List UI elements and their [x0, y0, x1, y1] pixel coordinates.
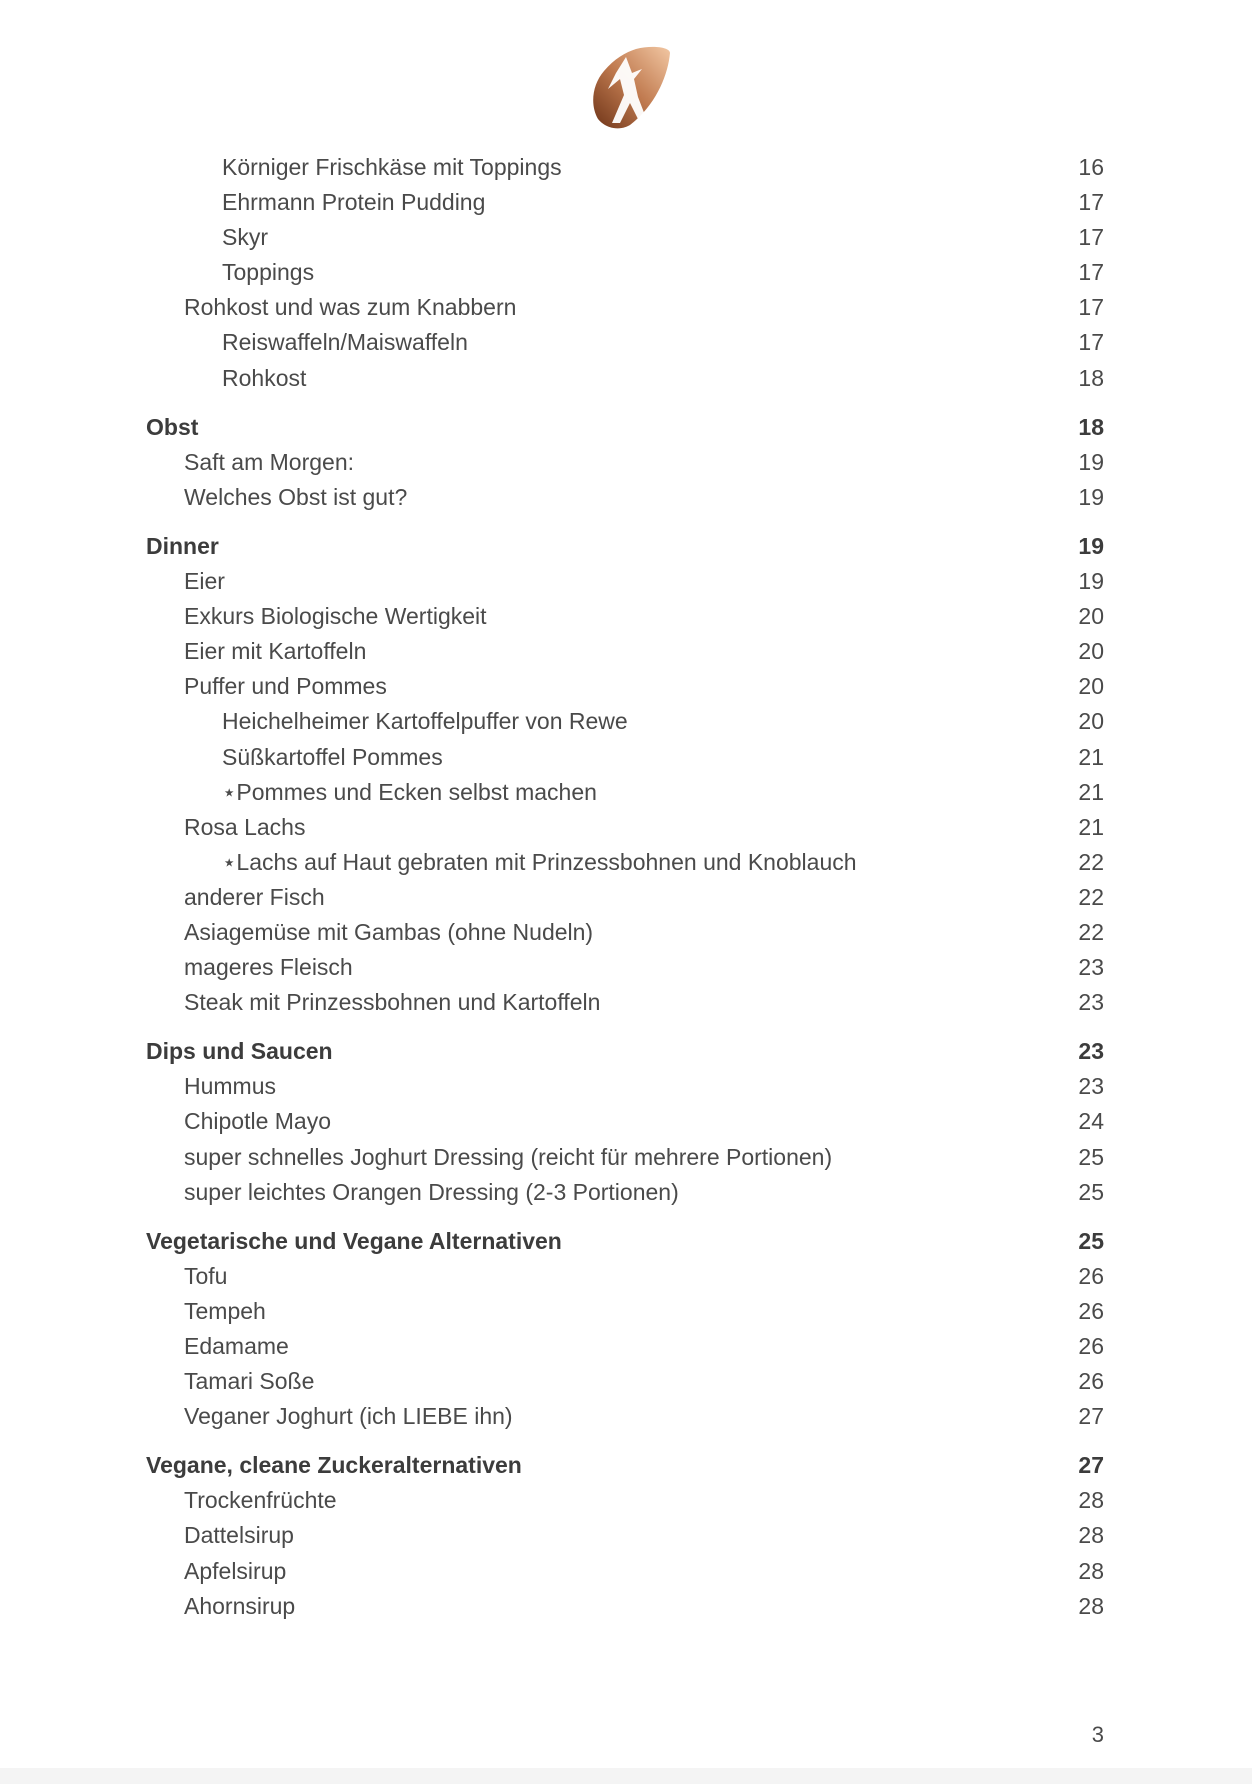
toc-entry[interactable] — [146, 150, 1104, 185]
toc-entry[interactable] — [146, 185, 1104, 220]
toc-entry-title: Veganer Joghurt (ich LIEBE ihn) — [184, 1403, 513, 1430]
toc-entry[interactable] — [146, 290, 1104, 325]
toc-entry[interactable] — [146, 1364, 1104, 1399]
toc-entry-page: 23 — [1078, 989, 1104, 1016]
toc-entry-page: 16 — [1078, 154, 1104, 180]
toc-entry-title: Reiswaffeln/Maiswaffeln — [222, 329, 468, 356]
toc-entry-title: Heichelheimer Kartoffelpuffer von Rewe — [222, 708, 628, 735]
toc-entry-page: 21 — [1078, 778, 1104, 805]
toc-entry[interactable] — [146, 361, 1104, 396]
toc-entry-title: Hummus — [184, 1073, 277, 1100]
toc-entry-title: anderer Fisch — [184, 883, 325, 910]
toc-entry[interactable] — [146, 1589, 1104, 1624]
toc-entry-page: 27 — [1078, 1403, 1104, 1430]
toc-entry[interactable] — [146, 480, 1104, 515]
toc-entry-page: 25 — [1078, 1143, 1104, 1170]
toc-entry-title: Rohkost und was zum Knabbern — [184, 294, 517, 321]
toc-entry-title: Rohkost — [222, 364, 307, 391]
toc-entry[interactable] — [146, 220, 1104, 255]
toc-entry[interactable] — [146, 1069, 1104, 1104]
toc-entry-title: Dinner — [146, 532, 219, 559]
toc-entry-title: Skyr — [222, 224, 268, 251]
toc-entry-page: 26 — [1078, 1368, 1104, 1395]
toc-entry-title: Vegane, cleane Zuckeralternativen — [146, 1452, 522, 1479]
toc-entry-title: Toppings — [222, 259, 315, 286]
toc-entry-page: 19 — [1078, 532, 1104, 559]
page-bottom-band — [0, 1768, 1252, 1784]
toc-entry-page: 18 — [1078, 364, 1104, 391]
toc-entry-title: Asiagemüse mit Gambas (ohne Nudeln) — [184, 918, 594, 945]
toc-entry[interactable] — [146, 634, 1104, 669]
toc-entry-title: ⋆Lachs auf Haut gebraten mit Prinzessbohnen und Knoblauch — [222, 848, 857, 875]
toc-entry-page: 19 — [1078, 448, 1104, 475]
toc-entry[interactable] — [146, 985, 1104, 1020]
toc-entry-title: Dattelsirup — [184, 1522, 294, 1549]
toc-entry-page: 25 — [1078, 1227, 1104, 1254]
toc-entry[interactable] — [146, 1399, 1104, 1434]
toc-entry-page: 21 — [1078, 813, 1104, 840]
toc-entry-title: Eier mit Kartoffeln — [184, 638, 367, 665]
toc-entry-page: 28 — [1078, 1487, 1104, 1514]
toc-entry-title: Obst — [146, 413, 199, 440]
toc-entry-page: 20 — [1078, 673, 1104, 700]
toc-entry-page: 26 — [1078, 1333, 1104, 1359]
toc-entry-title: super leichtes Orangen Dressing (2-3 Portionen) — [184, 1178, 679, 1205]
toc-entry-title: Puffer und Pommes — [184, 673, 387, 700]
toc-entry-title: Ehrmann Protein Pudding — [222, 189, 486, 216]
toc-entry-page: 17 — [1078, 224, 1104, 251]
toc-entry-page: 24 — [1078, 1108, 1104, 1135]
toc-entry[interactable] — [146, 1483, 1104, 1518]
toc-entry-title: Tofu — [184, 1262, 228, 1289]
toc-entry-page: 17 — [1078, 259, 1104, 286]
toc-entry[interactable] — [146, 880, 1104, 915]
toc-entry-title: Eier — [184, 568, 225, 595]
toc-entry[interactable] — [146, 255, 1104, 290]
page-number: 3 — [1091, 1722, 1104, 1747]
toc-entry-title: Rosa Lachs — [184, 813, 306, 840]
toc-entry-page: 20 — [1078, 638, 1104, 665]
toc-entry-title: Ahornsirup — [184, 1592, 296, 1619]
toc-entry-page: 17 — [1078, 329, 1104, 356]
toc-entry-title: mageres Fleisch — [184, 954, 353, 981]
toc-entry-page: 28 — [1078, 1557, 1104, 1584]
toc-entry-page: 22 — [1078, 883, 1104, 910]
toc-entry-page: 21 — [1078, 743, 1104, 770]
toc-entry[interactable] — [146, 1329, 1104, 1364]
toc-entry-page: 26 — [1078, 1262, 1104, 1289]
toc-entry[interactable] — [146, 775, 1104, 810]
toc-entry[interactable] — [146, 1140, 1104, 1175]
toc-entry-page: 23 — [1078, 1073, 1104, 1100]
toc-entry[interactable] — [146, 1554, 1104, 1589]
toc-entry-page: 22 — [1078, 918, 1104, 945]
toc-entry-page: 18 — [1078, 413, 1104, 440]
toc-entry-title: Tamari Soße — [184, 1368, 315, 1395]
toc-entry[interactable] — [146, 1448, 1104, 1483]
toc-entry-title: Saft am Morgen: — [184, 448, 355, 475]
toc-entry-title: Süßkartoffel Pommes — [222, 743, 443, 770]
toc-entry-title: Welches Obst ist gut? — [184, 483, 408, 510]
toc-entry-page: 25 — [1078, 1178, 1104, 1205]
toc-entry-page: 27 — [1078, 1452, 1104, 1479]
toc-entry-title: Tempeh — [184, 1297, 266, 1324]
toc-entry[interactable] — [146, 704, 1104, 739]
toc-entry-page: 28 — [1078, 1522, 1104, 1549]
toc-entry-page: 17 — [1078, 294, 1104, 321]
toc-entry-page: 19 — [1078, 568, 1104, 595]
toc-entry-page: 19 — [1078, 483, 1104, 510]
toc-entry[interactable] — [146, 1259, 1104, 1294]
toc-entry-page: 23 — [1078, 954, 1104, 981]
toc-entry-title: super schnelles Joghurt Dressing (reicht für mehrere Portionen) — [184, 1143, 833, 1170]
toc-entry-title: Exkurs Biologische Wertigkeit — [184, 603, 487, 630]
toc-entry-page: 28 — [1078, 1592, 1104, 1619]
toc-entry-page: 26 — [1078, 1297, 1104, 1324]
toc-entry-title: ⋆Pommes und Ecken selbst machen — [222, 778, 597, 805]
toc-entry[interactable] — [146, 1518, 1104, 1553]
toc-entry-title: Trockenfrüchte — [184, 1487, 337, 1514]
toc-entry[interactable] — [146, 669, 1104, 704]
toc-entry[interactable] — [146, 410, 1104, 445]
toc-entry[interactable] — [146, 950, 1104, 985]
toc-entry[interactable] — [146, 845, 1104, 880]
logo-icon — [586, 45, 672, 131]
toc-entry-title: Vegetarische und Vegane Alternativen — [146, 1227, 562, 1254]
toc-entry[interactable] — [146, 810, 1104, 845]
toc-entry[interactable] — [146, 740, 1104, 775]
toc-entry-title: Chipotle Mayo — [184, 1108, 332, 1135]
toc-entry[interactable] — [146, 1175, 1104, 1210]
toc-entry[interactable] — [146, 529, 1104, 564]
toc-entry-page: 23 — [1078, 1038, 1104, 1065]
toc-entry-title: Edamame — [184, 1333, 289, 1359]
toc-entry-title: Steak mit Prinzessbohnen und Kartoffeln — [184, 989, 601, 1016]
toc-entry-page: 20 — [1078, 603, 1104, 630]
table-of-contents — [146, 150, 1104, 1624]
toc-entry[interactable] — [146, 599, 1104, 634]
toc-entry-page: 22 — [1078, 848, 1104, 875]
toc-entry[interactable] — [146, 915, 1104, 950]
toc-entry-page: 17 — [1078, 189, 1104, 216]
toc-entry[interactable] — [146, 1294, 1104, 1329]
toc-entry-page: 20 — [1078, 708, 1104, 735]
toc-entry[interactable] — [146, 1104, 1104, 1139]
toc-entry[interactable] — [146, 1224, 1104, 1259]
toc-entry[interactable] — [146, 325, 1104, 360]
toc-entry[interactable] — [146, 564, 1104, 599]
toc-entry[interactable] — [146, 1034, 1104, 1069]
toc-entry[interactable] — [146, 445, 1104, 480]
toc-entry-title: Dips und Saucen — [146, 1038, 333, 1065]
toc-entry-title: Körniger Frischkäse mit Toppings — [222, 154, 562, 180]
toc-entry-title: Apfelsirup — [184, 1557, 287, 1584]
